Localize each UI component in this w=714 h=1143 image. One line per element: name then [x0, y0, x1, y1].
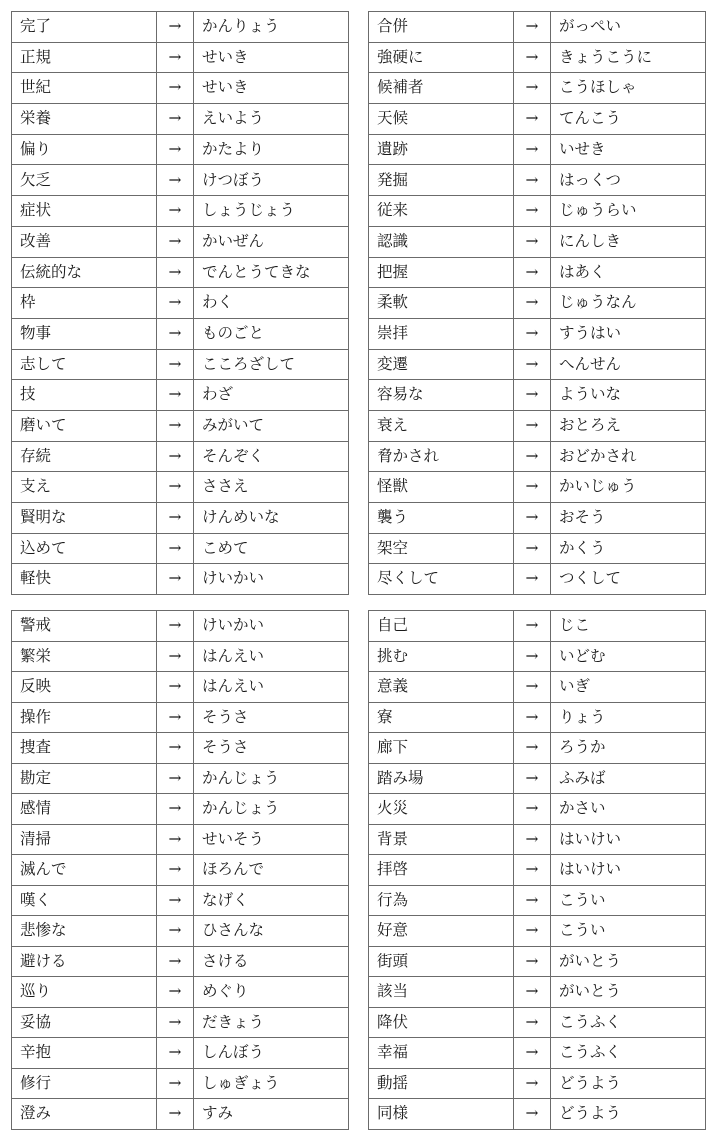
arrow-icon: →	[157, 134, 194, 165]
arrow-icon: →	[157, 104, 194, 135]
kanji-word: 拝啓	[369, 855, 514, 886]
kanji-word: 巡り	[12, 977, 157, 1008]
kana-reading: ささえ	[194, 472, 349, 503]
kana-reading: ろうか	[551, 733, 706, 764]
arrow-icon: →	[514, 380, 551, 411]
arrow-icon: →	[514, 946, 551, 977]
kana-reading: はっくつ	[551, 165, 706, 196]
vocab-row	[369, 672, 706, 703]
kanji-word: 従来	[369, 196, 514, 227]
kana-reading: けんめいな	[194, 503, 349, 534]
kana-reading: りょう	[551, 702, 706, 733]
arrow-icon: →	[514, 855, 551, 886]
kanji-word: 該当	[369, 977, 514, 1008]
kanji-word: 把握	[369, 257, 514, 288]
vocab-row	[12, 472, 349, 503]
kanji-word: 衰え	[369, 410, 514, 441]
vocab-row	[369, 885, 706, 916]
vocab-row	[12, 380, 349, 411]
arrow-icon: →	[157, 226, 194, 257]
kana-reading: はんえい	[194, 641, 349, 672]
vocab-row	[12, 196, 349, 227]
kanji-word: 栄養	[12, 104, 157, 135]
kana-reading: けつぼう	[194, 165, 349, 196]
kana-reading: にんしき	[551, 226, 706, 257]
kana-reading: ふみば	[551, 763, 706, 794]
kanji-word: 辛抱	[12, 1038, 157, 1069]
vocab-row	[369, 794, 706, 825]
vocab-row	[12, 1099, 349, 1130]
vocab-row	[12, 104, 349, 135]
kana-reading: ひさんな	[194, 916, 349, 947]
arrow-icon: →	[157, 42, 194, 73]
kanji-word: 勘定	[12, 763, 157, 794]
vocab-row	[369, 42, 706, 73]
kanji-word: 偏り	[12, 134, 157, 165]
kana-reading: かいぜん	[194, 226, 349, 257]
vocab-row	[369, 702, 706, 733]
kanji-word: 込めて	[12, 533, 157, 564]
arrow-icon: →	[157, 533, 194, 564]
kana-reading: おとろえ	[551, 410, 706, 441]
kanji-word: 捜査	[12, 733, 157, 764]
vocab-row	[369, 946, 706, 977]
kanji-word: 怪獣	[369, 472, 514, 503]
kanji-word: 天候	[369, 104, 514, 135]
kana-reading: さける	[194, 946, 349, 977]
kana-reading: いせき	[551, 134, 706, 165]
vocab-row	[369, 441, 706, 472]
kanji-word: 変遷	[369, 349, 514, 380]
vocab-row	[12, 733, 349, 764]
vocab-row	[369, 349, 706, 380]
kanji-word: 物事	[12, 318, 157, 349]
arrow-icon: →	[514, 349, 551, 380]
kanji-word: 遺跡	[369, 134, 514, 165]
kana-reading: はいけい	[551, 855, 706, 886]
kanji-word: 繁栄	[12, 641, 157, 672]
kana-reading: がいとう	[551, 946, 706, 977]
vocab-row	[12, 564, 349, 595]
arrow-icon: →	[514, 564, 551, 595]
arrow-icon: →	[157, 885, 194, 916]
arrow-icon: →	[157, 916, 194, 947]
arrow-icon: →	[157, 12, 194, 43]
kanji-word: 避ける	[12, 946, 157, 977]
kana-reading: せいそう	[194, 824, 349, 855]
kanji-word: 磨いて	[12, 410, 157, 441]
arrow-icon: →	[157, 503, 194, 534]
arrow-icon: →	[514, 672, 551, 703]
vocab-row	[12, 42, 349, 73]
vocab-row	[369, 977, 706, 1008]
kana-reading: しょうじょう	[194, 196, 349, 227]
kana-reading: けいかい	[194, 611, 349, 642]
vocab-row	[369, 533, 706, 564]
vocab-row	[12, 794, 349, 825]
vocab-row	[369, 824, 706, 855]
kanji-word: 妥協	[12, 1007, 157, 1038]
kanji-word: 背景	[369, 824, 514, 855]
kana-reading: しゅぎょう	[194, 1068, 349, 1099]
arrow-icon: →	[514, 257, 551, 288]
kana-reading: めぐり	[194, 977, 349, 1008]
kanji-word: 志して	[12, 349, 157, 380]
vocab-row	[12, 1007, 349, 1038]
arrow-icon: →	[514, 441, 551, 472]
kanji-word: 欠乏	[12, 165, 157, 196]
arrow-icon: →	[514, 977, 551, 1008]
vocab-row	[12, 672, 349, 703]
vocab-row	[369, 134, 706, 165]
kana-reading: かたより	[194, 134, 349, 165]
vocab-row	[12, 503, 349, 534]
arrow-icon: →	[514, 824, 551, 855]
arrow-icon: →	[157, 472, 194, 503]
kanji-word: 澄み	[12, 1099, 157, 1130]
arrow-icon: →	[514, 288, 551, 319]
kanji-word: 柔軟	[369, 288, 514, 319]
vocab-row	[369, 855, 706, 886]
arrow-icon: →	[157, 380, 194, 411]
vocab-row	[369, 12, 706, 43]
kanji-word: 動揺	[369, 1068, 514, 1099]
arrow-icon: →	[157, 73, 194, 104]
kana-reading: しんぼう	[194, 1038, 349, 1069]
vocab-row	[12, 134, 349, 165]
kanji-word: 警戒	[12, 611, 157, 642]
vocab-row	[369, 318, 706, 349]
vocab-row	[12, 611, 349, 642]
arrow-icon: →	[514, 794, 551, 825]
kana-reading: ほろんで	[194, 855, 349, 886]
kana-reading: ものごと	[194, 318, 349, 349]
kanji-word: 伝統的な	[12, 257, 157, 288]
vocab-row	[369, 1099, 706, 1130]
arrow-icon: →	[157, 288, 194, 319]
kanji-word: 清掃	[12, 824, 157, 855]
arrow-icon: →	[157, 977, 194, 1008]
vocab-row	[369, 1068, 706, 1099]
vocab-row	[369, 611, 706, 642]
kanji-word: 嘆く	[12, 885, 157, 916]
kanji-word: 軽快	[12, 564, 157, 595]
arrow-icon: →	[157, 733, 194, 764]
kanji-word: 悲惨な	[12, 916, 157, 947]
kana-reading: どうよう	[551, 1099, 706, 1130]
arrow-icon: →	[157, 257, 194, 288]
vocab-row	[12, 885, 349, 916]
vocab-table-bottom-left	[11, 610, 349, 1130]
kanji-word: 幸福	[369, 1038, 514, 1069]
kana-reading: すみ	[194, 1099, 349, 1130]
arrow-icon: →	[514, 73, 551, 104]
vocab-row	[369, 257, 706, 288]
kana-reading: よういな	[551, 380, 706, 411]
kana-reading: そんぞく	[194, 441, 349, 472]
vocab-table-top-right	[368, 11, 706, 595]
arrow-icon: →	[514, 12, 551, 43]
vocab-table-bottom-right	[368, 610, 706, 1130]
kana-reading: はいけい	[551, 824, 706, 855]
arrow-icon: →	[514, 1068, 551, 1099]
arrow-icon: →	[157, 196, 194, 227]
kana-reading: じゅうらい	[551, 196, 706, 227]
arrow-icon: →	[514, 410, 551, 441]
kana-reading: こめて	[194, 533, 349, 564]
kanji-word: 候補者	[369, 73, 514, 104]
vocab-row	[369, 73, 706, 104]
kanji-word: 架空	[369, 533, 514, 564]
kana-reading: こうふく	[551, 1007, 706, 1038]
arrow-icon: →	[514, 916, 551, 947]
kanji-word: 自己	[369, 611, 514, 642]
arrow-icon: →	[514, 1099, 551, 1130]
vocab-table-top-left	[11, 11, 349, 595]
vocab-row	[12, 641, 349, 672]
vocab-row	[369, 288, 706, 319]
arrow-icon: →	[514, 134, 551, 165]
arrow-icon: →	[157, 1007, 194, 1038]
vocab-row	[369, 410, 706, 441]
kanji-word: 意義	[369, 672, 514, 703]
arrow-icon: →	[157, 1099, 194, 1130]
vocab-row	[12, 763, 349, 794]
kana-reading: がいとう	[551, 977, 706, 1008]
vocab-row	[369, 226, 706, 257]
vocab-row	[369, 472, 706, 503]
kana-reading: すうはい	[551, 318, 706, 349]
arrow-icon: →	[514, 611, 551, 642]
kana-reading: こうほしゃ	[551, 73, 706, 104]
vocab-row	[12, 441, 349, 472]
kana-reading: がっぺい	[551, 12, 706, 43]
arrow-icon: →	[157, 410, 194, 441]
arrow-icon: →	[514, 1007, 551, 1038]
arrow-icon: →	[157, 611, 194, 642]
kanji-word: 降伏	[369, 1007, 514, 1038]
kana-reading: でんとうてきな	[194, 257, 349, 288]
arrow-icon: →	[514, 472, 551, 503]
kanji-word: 支え	[12, 472, 157, 503]
kana-reading: わざ	[194, 380, 349, 411]
vocab-row	[369, 380, 706, 411]
kana-reading: こうい	[551, 885, 706, 916]
kanji-word: 寮	[369, 702, 514, 733]
arrow-icon: →	[514, 503, 551, 534]
kana-reading: かいじゅう	[551, 472, 706, 503]
kana-reading: こころざして	[194, 349, 349, 380]
vocab-row	[12, 916, 349, 947]
vocab-row	[12, 410, 349, 441]
vocab-row	[12, 702, 349, 733]
arrow-icon: →	[157, 641, 194, 672]
kanji-word: 滅んで	[12, 855, 157, 886]
kanji-word: 正規	[12, 42, 157, 73]
kanji-word: 行為	[369, 885, 514, 916]
arrow-icon: →	[514, 733, 551, 764]
arrow-icon: →	[514, 885, 551, 916]
vocab-row	[12, 824, 349, 855]
vocab-row	[12, 288, 349, 319]
kana-reading: はんえい	[194, 672, 349, 703]
vocab-row	[369, 641, 706, 672]
kanji-word: 世紀	[12, 73, 157, 104]
kana-reading: こうふく	[551, 1038, 706, 1069]
kanji-word: 改善	[12, 226, 157, 257]
arrow-icon: →	[157, 318, 194, 349]
vocab-row	[12, 1068, 349, 1099]
arrow-icon: →	[157, 763, 194, 794]
vocab-row	[12, 533, 349, 564]
arrow-icon: →	[514, 641, 551, 672]
kana-reading: へんせん	[551, 349, 706, 380]
vocab-row	[12, 226, 349, 257]
kana-reading: みがいて	[194, 410, 349, 441]
vocab-row	[12, 73, 349, 104]
kana-reading: はあく	[551, 257, 706, 288]
kana-reading: かんりょう	[194, 12, 349, 43]
kana-reading: こうい	[551, 916, 706, 947]
kanji-word: 合併	[369, 12, 514, 43]
vocab-row	[12, 318, 349, 349]
kana-reading: わく	[194, 288, 349, 319]
kanji-word: 挑む	[369, 641, 514, 672]
arrow-icon: →	[157, 165, 194, 196]
arrow-icon: →	[514, 165, 551, 196]
arrow-icon: →	[157, 564, 194, 595]
kana-reading: きょうこうに	[551, 42, 706, 73]
kana-reading: どうよう	[551, 1068, 706, 1099]
vocab-row	[369, 104, 706, 135]
kanji-word: 街頭	[369, 946, 514, 977]
kanji-word: 枠	[12, 288, 157, 319]
kanji-word: 同様	[369, 1099, 514, 1130]
vocab-row	[12, 12, 349, 43]
kanji-word: 踏み場	[369, 763, 514, 794]
kanji-word: 完了	[12, 12, 157, 43]
arrow-icon: →	[157, 672, 194, 703]
vocab-row	[369, 503, 706, 534]
arrow-icon: →	[157, 946, 194, 977]
kana-reading: せいき	[194, 42, 349, 73]
kana-reading: いぎ	[551, 672, 706, 703]
vocab-row	[369, 564, 706, 595]
vocab-row	[369, 916, 706, 947]
vocab-row	[369, 1038, 706, 1069]
kanji-word: 賢明な	[12, 503, 157, 534]
arrow-icon: →	[514, 702, 551, 733]
vocab-row	[12, 977, 349, 1008]
kanji-word: 脅かされ	[369, 441, 514, 472]
kanji-word: 技	[12, 380, 157, 411]
vocab-row	[369, 1007, 706, 1038]
kanji-word: 反映	[12, 672, 157, 703]
kana-reading: そうさ	[194, 733, 349, 764]
arrow-icon: →	[157, 1038, 194, 1069]
arrow-icon: →	[157, 824, 194, 855]
kanji-word: 症状	[12, 196, 157, 227]
arrow-icon: →	[157, 794, 194, 825]
kana-reading: じこ	[551, 611, 706, 642]
kana-reading: おどかされ	[551, 441, 706, 472]
kana-reading: かんじょう	[194, 763, 349, 794]
arrow-icon: →	[157, 855, 194, 886]
kana-reading: かくう	[551, 533, 706, 564]
vocab-row	[369, 196, 706, 227]
kana-reading: おそう	[551, 503, 706, 534]
vocab-row	[12, 165, 349, 196]
vocab-row	[12, 257, 349, 288]
kana-reading: えいよう	[194, 104, 349, 135]
kana-reading: じゅうなん	[551, 288, 706, 319]
vocab-row	[12, 946, 349, 977]
vocab-row	[369, 763, 706, 794]
kanji-word: 容易な	[369, 380, 514, 411]
kanji-word: 操作	[12, 702, 157, 733]
kanji-word: 火災	[369, 794, 514, 825]
vocab-row	[369, 733, 706, 764]
kana-reading: かんじょう	[194, 794, 349, 825]
kana-reading: かさい	[551, 794, 706, 825]
kanji-word: 崇拝	[369, 318, 514, 349]
arrow-icon: →	[157, 702, 194, 733]
arrow-icon: →	[514, 226, 551, 257]
arrow-icon: →	[514, 196, 551, 227]
kanji-word: 廊下	[369, 733, 514, 764]
kana-reading: てんこう	[551, 104, 706, 135]
kanji-word: 襲う	[369, 503, 514, 534]
kanji-word: 好意	[369, 916, 514, 947]
arrow-icon: →	[157, 441, 194, 472]
vocab-row	[12, 349, 349, 380]
kanji-word: 発掘	[369, 165, 514, 196]
arrow-icon: →	[157, 349, 194, 380]
arrow-icon: →	[514, 1038, 551, 1069]
vocab-row	[12, 855, 349, 886]
kana-reading: なげく	[194, 885, 349, 916]
arrow-icon: →	[157, 1068, 194, 1099]
arrow-icon: →	[514, 533, 551, 564]
kanji-word: 尽くして	[369, 564, 514, 595]
kana-reading: そうさ	[194, 702, 349, 733]
kanji-word: 強硬に	[369, 42, 514, 73]
kana-reading: けいかい	[194, 564, 349, 595]
vocab-row	[369, 165, 706, 196]
arrow-icon: →	[514, 104, 551, 135]
kana-reading: つくして	[551, 564, 706, 595]
arrow-icon: →	[514, 763, 551, 794]
kanji-word: 存続	[12, 441, 157, 472]
kanji-word: 感情	[12, 794, 157, 825]
kana-reading: だきょう	[194, 1007, 349, 1038]
arrow-icon: →	[514, 318, 551, 349]
kanji-word: 修行	[12, 1068, 157, 1099]
kana-reading: せいき	[194, 73, 349, 104]
arrow-icon: →	[514, 42, 551, 73]
vocab-row	[12, 1038, 349, 1069]
kanji-word: 認識	[369, 226, 514, 257]
kana-reading: いどむ	[551, 641, 706, 672]
